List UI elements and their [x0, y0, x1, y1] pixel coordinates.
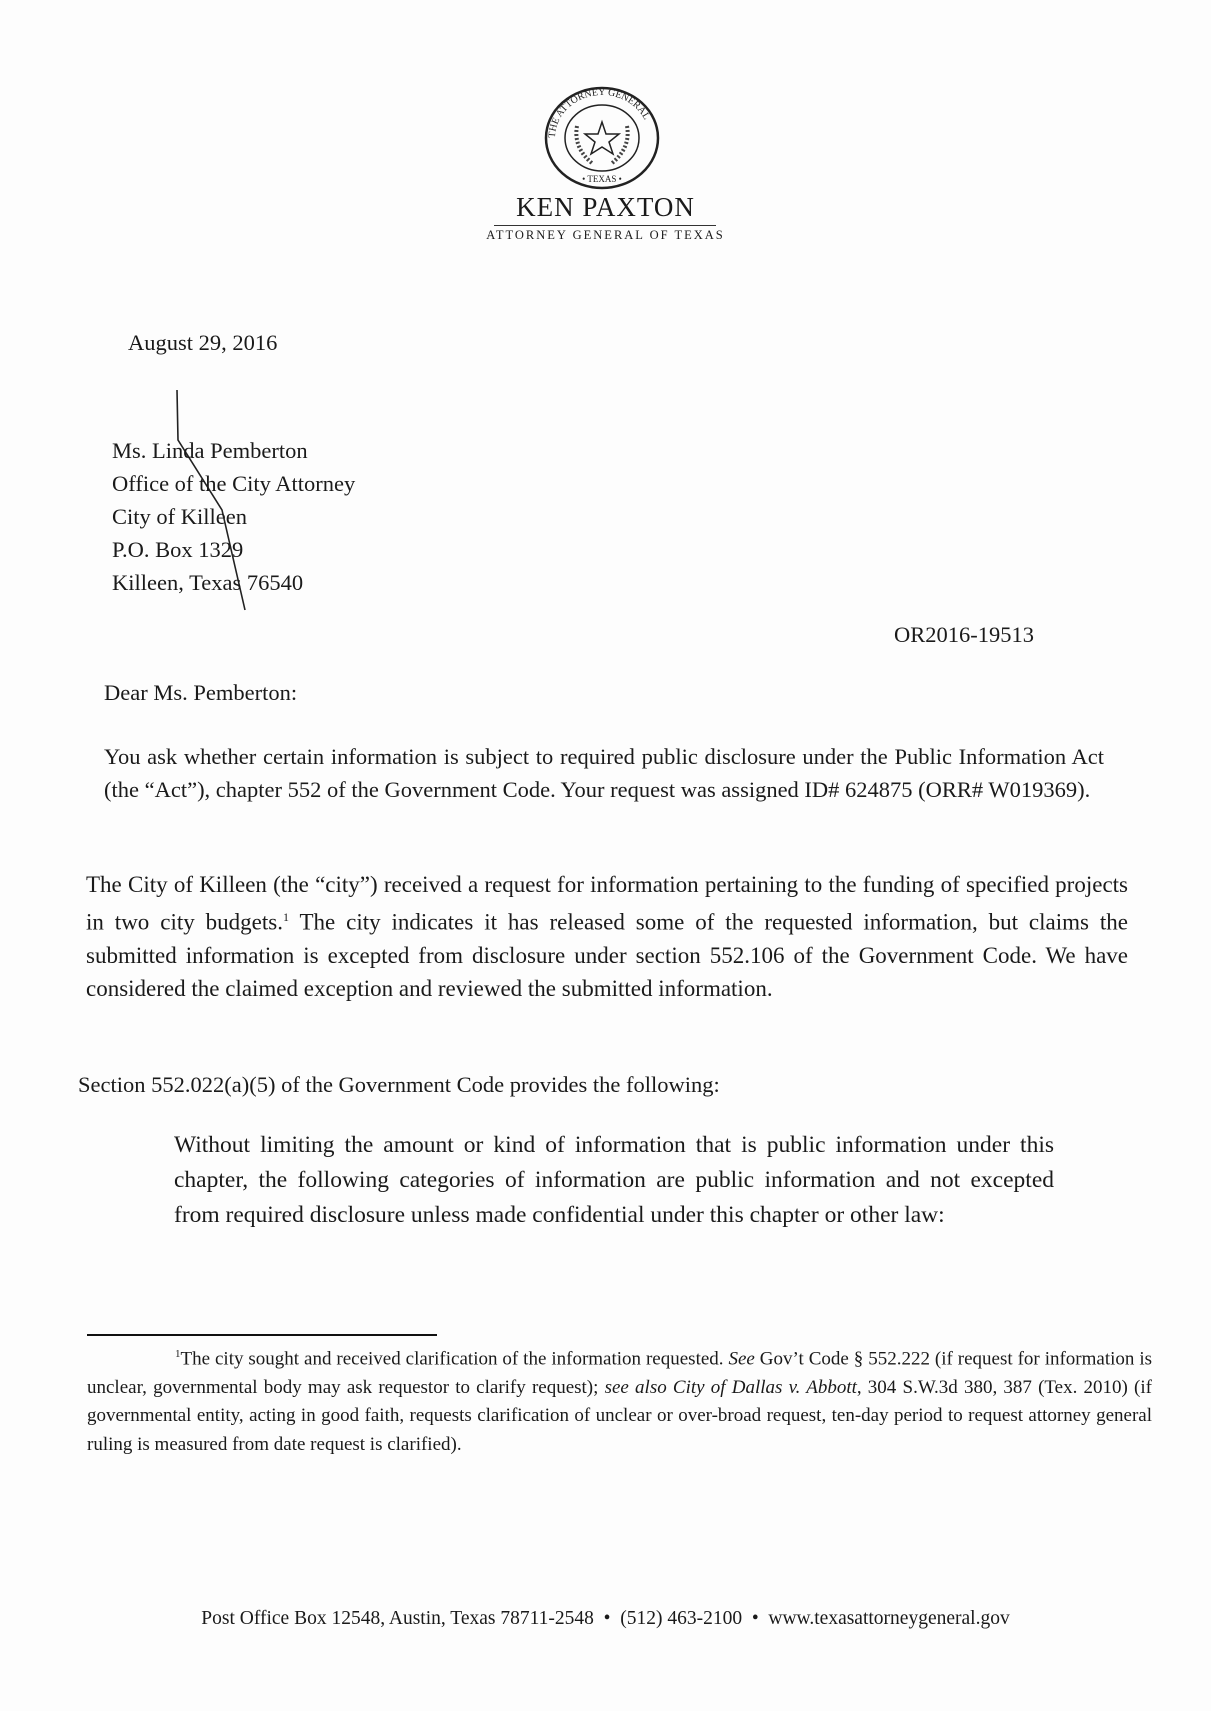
recipient-address: [112, 434, 355, 599]
footnote-text: The city sought and received clarification of the information requested.: [180, 1348, 729, 1370]
footnote-signal: See: [728, 1348, 755, 1370]
attorney-general-seal-icon: [543, 86, 661, 190]
footnote: [87, 1340, 1152, 1459]
address-line: Ms. Linda Pemberton: [112, 438, 308, 463]
footnote-text: , 304 S.W.3d 380, 387 (Tex. 2010) (if governmental entity, acting in good faith, requests clarification of unclear or over-broad request, ten-day period to request attorney general ruling is measured from date request is clarified).: [87, 1376, 1152, 1455]
footnote-ref: 1: [282, 910, 289, 924]
letter-date: August 29, 2016: [128, 330, 278, 355]
address-line: Killeen, Texas 76540: [112, 570, 304, 595]
paragraph-1: You ask whether certain information is subject to required public disclosure under the Public Information Act (the “Act”), chapter 552 of the Government Code. Your request was assigned ID# 624875 (ORR# W019369).: [104, 744, 1104, 802]
paragraph-2: [86, 868, 1128, 1005]
footnote-text: Gov’t Code § 552.222 (if request for information is unclear, governmental body may ask requestor to clarify request);: [87, 1348, 1153, 1398]
footer-contact: Post Office Box 12548, Austin, Texas 78711-2548 • (512) 463-2100 • www.texasattorneygeneral.gov: [201, 1608, 1010, 1629]
ruling-number: OR2016-19513: [894, 622, 1034, 647]
case-name: see also City of Dallas v. Abbott: [604, 1376, 857, 1398]
footnote-mark: 1: [175, 1348, 181, 1360]
paragraph-text: The City of Killeen (the “city”) received a request for information pertaining to the funding of specified projects in two city budgets.: [86, 872, 1128, 935]
svg-text:THE ATTORNEY GENERAL: THE ATTORNEY GENERAL: [546, 86, 652, 139]
svg-text:• TEXAS •: • TEXAS •: [582, 174, 622, 184]
attorney-name: KEN PAXTON: [516, 192, 695, 222]
paragraph-3: Section 552.022(a)(5) of the Government Code provides the following:: [78, 1072, 720, 1097]
salutation: Dear Ms. Pemberton:: [104, 680, 298, 705]
address-line: Office of the City Attorney: [112, 471, 356, 496]
name-underline: [494, 225, 716, 226]
address-line: City of Killeen: [112, 504, 247, 529]
address-line: P.O. Box 1329: [112, 537, 244, 562]
footnote-rule: [87, 1334, 437, 1336]
paragraph-text: The city indicates it has released some of the requested information, but claims the submitted information is excepted from disclosure under section 552.106 of the Government Code. We have considered the claimed exception and reviewed the submitted information.: [86, 909, 1128, 1001]
block-quote: Without limiting the amount or kind of information that is public information under this chapter, the following categories of information are public information and not excepted from required disclosure unless made confidential under this chapter or other law:: [174, 1132, 1054, 1228]
attorney-title: ATTORNEY GENERAL OF TEXAS: [486, 228, 725, 242]
